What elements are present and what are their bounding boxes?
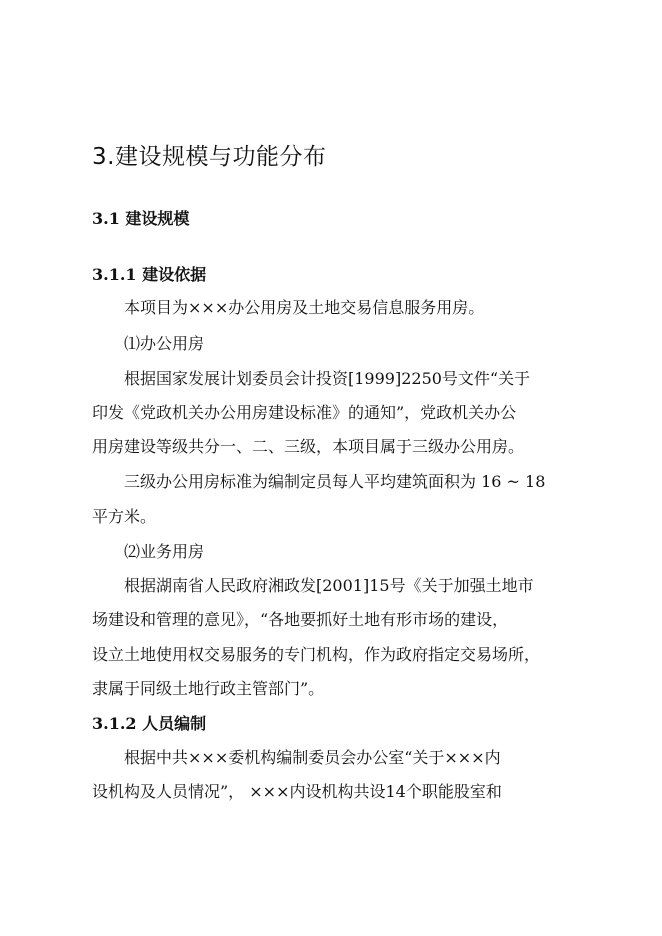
paragraph-line: ⑴办公用房 bbox=[124, 334, 205, 353]
paragraph-line: 用房建设等级共分一、二、三级，本项目属于三级办公用房。 bbox=[92, 437, 525, 456]
paragraph-line: 三级办公用房标准为编制定员每人平均建筑面积为 16 ~ 18 bbox=[124, 472, 546, 491]
paragraph-line: 场建设和管理的意见》，“各地要抓好土地有形市场的建设， bbox=[92, 610, 509, 629]
paragraph-line: 设立土地使用权交易服务的专门机构，作为政府指定交易场所， bbox=[92, 645, 541, 664]
paragraph-line: 本项目为×××办公用房及土地交易信息服务用房。 bbox=[124, 298, 485, 317]
section-title: 3.1 建设规模 bbox=[92, 209, 190, 228]
paragraph-line: 印发《党政机关办公用房建设标准》的通知”，党政机关办公 bbox=[92, 403, 517, 422]
paragraph-line: ⑵业务用房 bbox=[124, 542, 205, 561]
paragraph-line: 根据中共×××委机构编制委员会办公室“关于×××内 bbox=[124, 748, 501, 767]
paragraph-line: 根据湖南省人民政府湘政发[2001]15号《关于加强土地市 bbox=[124, 576, 534, 595]
paragraph-line: 设机构及人员情况”， ×××内设机构共设14个职能股室和 bbox=[92, 782, 502, 801]
paragraph-line: 根据国家发展计划委员会计投资[1999]2250号文件“关于 bbox=[124, 369, 531, 388]
subsection-title: 3.1.2 人员编制 bbox=[92, 714, 207, 733]
subsection-title: 3.1.1 建设依据 bbox=[92, 265, 207, 284]
chapter-title: 3.建设规模与功能分布 bbox=[92, 144, 327, 170]
paragraph-line: 平方米。 bbox=[92, 507, 157, 526]
paragraph-line: 隶属于同级土地行政主管部门”。 bbox=[92, 679, 325, 698]
